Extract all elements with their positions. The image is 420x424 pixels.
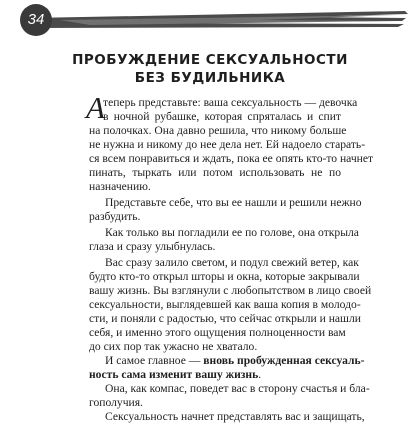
text-line: Как только вы погладили ее по голове, она открыла <box>105 226 359 239</box>
text-line: сти, и поняли с радостью, что сейчас открыли и нашли <box>89 312 361 325</box>
text-line: Вас сразу залило светом, и подул свежий ветер, как <box>105 256 359 269</box>
text-line: теперь представьте: ваша сексуальность — девочка <box>103 96 358 109</box>
text-line: ся всем понравиться и ждать, пока ее опять кто-то начнет <box>89 152 374 165</box>
text-line: Сексуальность начнет представлять вас и защищать, <box>105 410 365 423</box>
header-brush-stroke <box>0 3 420 37</box>
text-line <box>105 354 365 368</box>
text-span: . <box>258 368 262 381</box>
text-line: пинать, тыркать или потом использовать не по <box>89 166 341 179</box>
drop-cap-letter: А <box>86 90 105 125</box>
text-line: себя, и именно этого ощущения полноценности вам <box>89 326 346 339</box>
text-line: разбудить. <box>89 210 141 223</box>
text-line: назначению. <box>89 180 151 193</box>
chapter-title-line1: ПРОБУЖДЕНИЕ СЕКСУАЛЬНОСТИ <box>72 52 348 68</box>
page-number-badge: 34 <box>20 4 52 36</box>
text-line: вашу жизнь. Вы взглянули с любопытством в лицо своей <box>89 284 372 297</box>
bold-text: ность сама изменит вашу жизнь <box>89 368 259 381</box>
text-line: до сих пор так ужасно не хватало. <box>89 340 258 353</box>
text-line: на полочках. Она давно решила, что никому больше <box>89 124 347 137</box>
text-line: гополучия. <box>89 396 143 409</box>
text-line: Она, как компас, поведет вас в сторону счастья и бла- <box>105 382 370 395</box>
text-line: глаза и сразу улыбнулась. <box>89 240 216 253</box>
text-line: в ночной рубашке, которая спряталась и спит <box>103 110 341 123</box>
text-line: сексуальности, выглядевшей как ваша копия в молодо- <box>89 298 361 311</box>
bold-text: вновь пробужденная сексуаль- <box>203 354 365 367</box>
text-line: не нужна и никому до нее дела нет. Ей надоело старать- <box>89 138 366 151</box>
text-line: будто кто-то открыл шторы и окна, которые закрывали <box>89 270 360 283</box>
chapter-title-line2: БЕЗ БУДИЛЬНИКА <box>134 70 286 86</box>
text-line: Представьте себе, что вы ее нашли и решили нежно <box>105 196 362 209</box>
text-span: И самое главное — <box>105 354 204 367</box>
text-line <box>89 368 341 382</box>
